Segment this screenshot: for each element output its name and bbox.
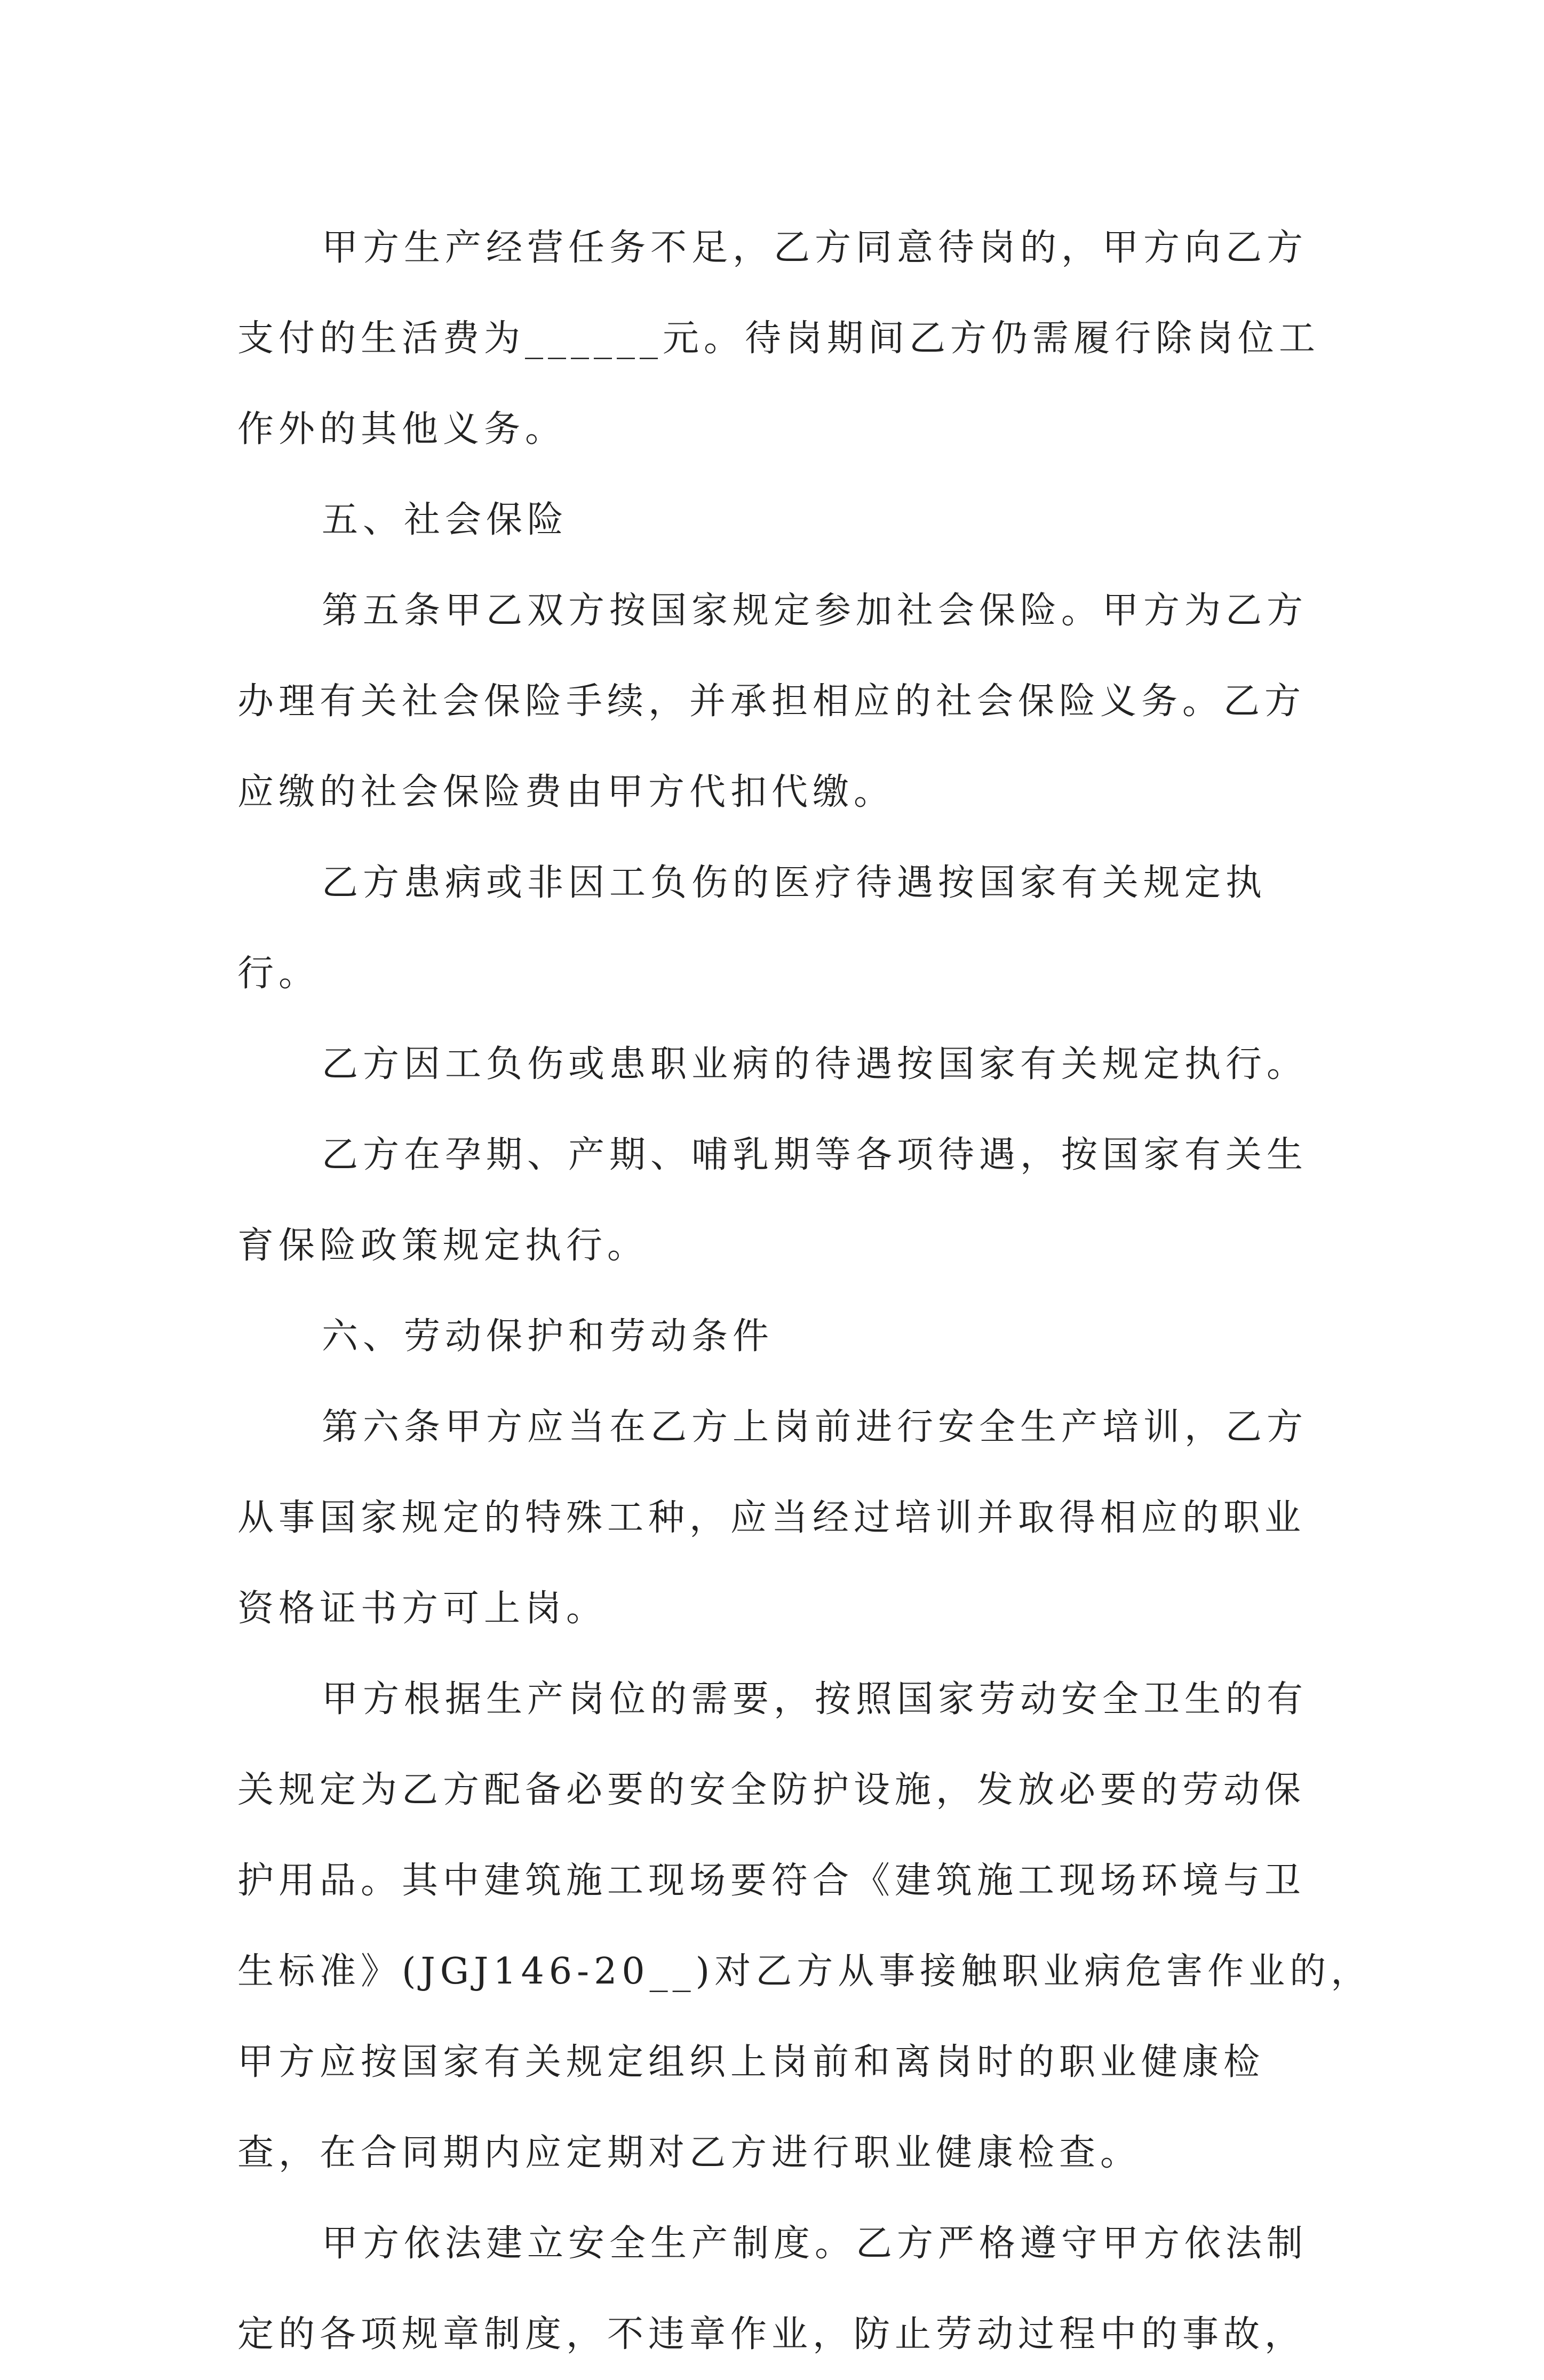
paragraph-work-injury — [237, 1019, 1315, 1110]
section-heading: 六、劳动保护和劳动条件 — [322, 1315, 774, 1358]
text-line: 甲方应按国家有关规定组织上岗前和离岗时的职业健康检 — [237, 2041, 1265, 2083]
text-line: 行。 — [237, 953, 320, 995]
text-line: 护用品。其中建筑施工现场要符合《建筑施工现场环境与卫 — [237, 1860, 1306, 1902]
paragraph-standby-pay — [237, 203, 1320, 475]
text-line: 作外的其他义务。 — [237, 408, 567, 450]
paragraph-illness-treatment — [237, 838, 1315, 1019]
paragraph-article-6 — [237, 1382, 1315, 1654]
document-page — [237, 203, 1372, 2380]
text-line: 育保险政策规定执行。 — [237, 1225, 649, 1267]
text-line: 资格证书方可上岗。 — [237, 1588, 608, 1630]
text-line: 支付的生活费为______元。待岗期间乙方仍需履行除岗位工 — [237, 318, 1320, 360]
paragraph-maternity — [237, 1110, 1315, 1291]
text-line: 乙方在孕期、产期、哺乳期等各项待遇，按国家有关生 — [322, 1134, 1308, 1176]
text-line: 应缴的社会保险费由甲方代扣代缴。 — [237, 771, 895, 813]
paragraph-article-5 — [237, 566, 1315, 838]
section-heading-social-insurance — [237, 475, 1315, 566]
text-line: 关规定为乙方配备必要的安全防护设施，发放必要的劳动保 — [237, 1769, 1306, 1811]
text-line: 甲方依法建立安全生产制度。乙方严格遵守甲方依法制 — [322, 2223, 1308, 2265]
text-line: 生标准》(JGJ146-20__)对乙方从事接触职业病危害作业的， — [237, 1950, 1372, 1993]
text-line: 第五条甲乙双方按国家规定参加社会保险。甲方为乙方 — [322, 590, 1308, 632]
text-line: 甲方生产经营任务不足，乙方同意待岗的，甲方向乙方 — [322, 227, 1308, 269]
text-line: 甲方根据生产岗位的需要，按照国家劳动安全卫生的有 — [322, 1678, 1308, 1720]
text-line: 定的各项规章制度，不违章作业，防止劳动过程中的事故， — [237, 2313, 1306, 2355]
paragraph-safety-equipment — [237, 1654, 1372, 2199]
paragraph-safety-rules — [237, 2199, 1315, 2380]
text-line: 第六条甲方应当在乙方上岗前进行安全生产培训，乙方 — [322, 1406, 1308, 1448]
text-line: 从事国家规定的特殊工种，应当经过培训并取得相应的职业 — [237, 1497, 1306, 1539]
text-line: 乙方患病或非因工负伤的医疗待遇按国家有关规定执 — [322, 862, 1267, 904]
text-line: 办理有关社会保险手续，并承担相应的社会保险义务。乙方 — [237, 680, 1306, 723]
text-line: 查，在合同期内应定期对乙方进行职业健康检查。 — [237, 2132, 1142, 2174]
text-line: 乙方因工负伤或患职业病的待遇按国家有关规定执行。 — [322, 1043, 1308, 1085]
section-heading-labor-protection — [237, 1291, 1315, 1382]
section-heading: 五、社会保险 — [322, 499, 569, 541]
